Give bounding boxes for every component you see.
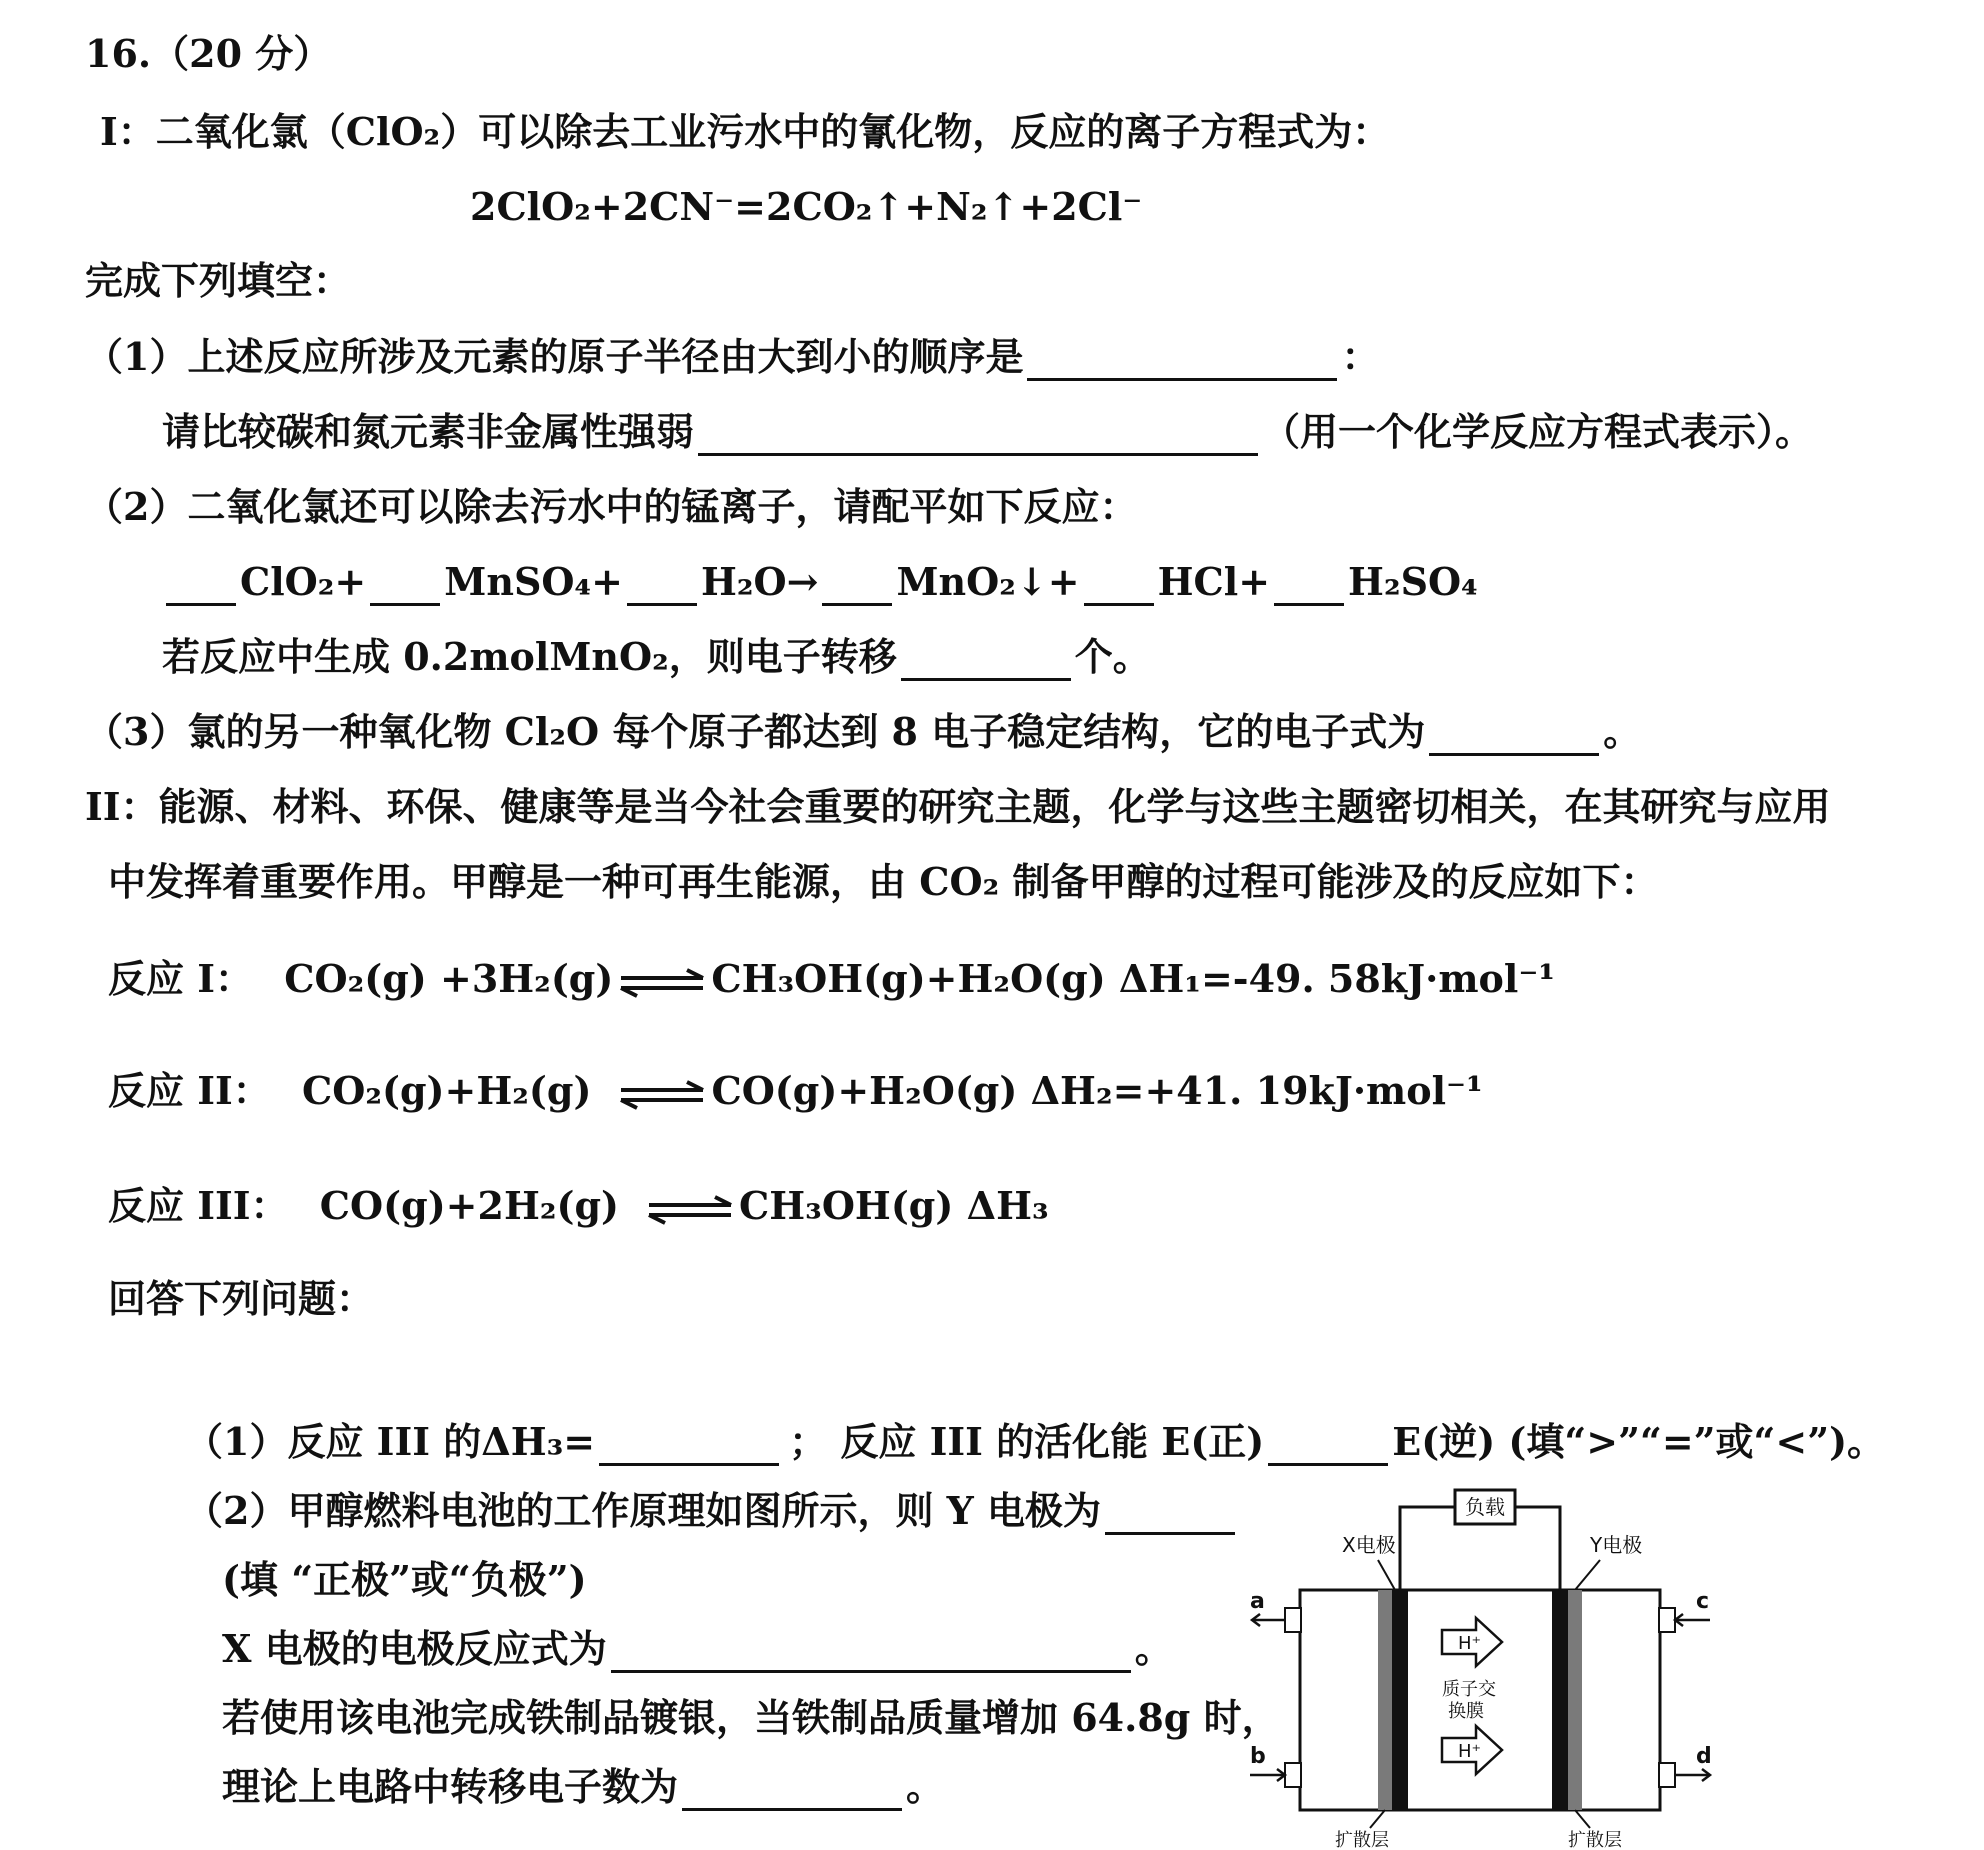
q2b-text: 若反应中生成 0.2molMnO₂，则电子转移	[162, 634, 897, 679]
fuel-cell-diagram	[1230, 1480, 1730, 1850]
q2b-post: 个。	[1074, 634, 1151, 679]
p2-q1-post: E(逆) (填“>”“=”或“<”)。	[1392, 1419, 1886, 1464]
part1-equation: 2ClO₂+2CN⁻=2CO₂↑+N₂↑+2Cl⁻	[470, 184, 1143, 229]
port-b-label: b	[1250, 1744, 1266, 1769]
y-electrode	[1552, 1590, 1568, 1810]
diffusion-left-label: 扩散层	[1335, 1830, 1389, 1850]
q1a-answer-blank[interactable]	[1027, 344, 1337, 381]
delta-h3-blank[interactable]	[599, 1429, 779, 1466]
part2-intro-line1: II：能源、材料、环保、健康等是当今社会重要的研究主题，化学与这些主题密切相关，在其研究与应用	[85, 784, 1831, 829]
coef-blank-3[interactable]	[627, 569, 697, 606]
reaction-3-label: 反应 III：	[108, 1183, 289, 1228]
term-6: H₂SO₄	[1348, 559, 1478, 604]
reaction-2-right: CO(g)+H₂O(g) ΔH₂=+41. 19kJ·mol⁻¹	[711, 1068, 1483, 1113]
p2-q2d-post: 。	[906, 1764, 945, 1809]
activation-energy-blank[interactable]	[1268, 1429, 1388, 1466]
p2-q2b-post: 。	[1134, 1626, 1173, 1671]
q3-answer-blank[interactable]	[1429, 719, 1599, 756]
question-score: （20 分）	[151, 31, 332, 76]
question-number: 16.	[85, 31, 152, 76]
term-2: MnSO₄+	[444, 559, 623, 604]
p2-q2b	[222, 1625, 1173, 1673]
wire-left	[1400, 1507, 1455, 1590]
p2-q2-text: （2）甲醇燃料电池的工作原理如图所示，则 Y 电极为	[185, 1488, 1102, 1533]
left-diffusion-layer	[1378, 1590, 1392, 1810]
q1b-text: 请比较碳和氮元素非金属性强弱	[162, 409, 695, 454]
q3-text: （3）氯的另一种氧化物 Cl₂O 每个原子都达到 8 电子稳定结构，它的电子式为	[85, 709, 1426, 754]
port-c-label: c	[1696, 1589, 1710, 1614]
p2-q2c: 若使用该电池完成铁制品镀银，当铁制品质量增加 64.8g 时，	[222, 1695, 1280, 1740]
proton-label-bottom: H⁺	[1458, 1741, 1482, 1762]
p2-q1-mid: ； 反应 III 的活化能 E(正)	[789, 1419, 1265, 1464]
coef-blank-4[interactable]	[822, 569, 892, 606]
equilibrium-arrow-icon	[617, 968, 707, 998]
port-a-label: a	[1250, 1589, 1265, 1614]
right-diffusion-layer	[1568, 1590, 1582, 1810]
diffusion-right-label: 扩散层	[1568, 1830, 1622, 1850]
port-notch-b	[1285, 1763, 1301, 1787]
reaction-2-left: CO₂(g)+H₂(g)	[302, 1068, 592, 1113]
diffusion-right-pointer	[1575, 1810, 1590, 1828]
q1b-post: （用一个化学反应方程式表示）。	[1262, 409, 1814, 454]
port-notch-c	[1659, 1608, 1675, 1632]
reaction-2-label: 反应 II：	[108, 1068, 271, 1113]
reaction-3-right: CH₃OH(g) ΔH₃	[739, 1183, 1049, 1228]
p2-q1-text: （1）反应 III 的ΔH₃=	[185, 1419, 596, 1464]
port-notch-d	[1659, 1763, 1675, 1787]
y-label-pointer	[1575, 1560, 1600, 1590]
membrane-label-2: 换膜	[1448, 1701, 1484, 1722]
term-5: HCl+	[1157, 559, 1271, 604]
reaction-1-left: CO₂(g) +3H₂(g)	[284, 956, 614, 1001]
p2-q2	[185, 1487, 1239, 1535]
p2-q1	[185, 1418, 1885, 1466]
x-electrode	[1392, 1590, 1408, 1810]
reaction-2	[108, 1067, 1483, 1115]
q1b	[162, 408, 1813, 456]
term-3: H₂O→	[700, 559, 819, 604]
port-d-label: d	[1696, 1744, 1712, 1769]
q2b	[162, 633, 1151, 681]
answer-title: 回答下列问题：	[108, 1276, 375, 1321]
q1a-text: （1）上述反应所涉及元素的原子半径由大到小的顺序是	[85, 334, 1024, 379]
q1a-post: ：	[1341, 334, 1380, 379]
p2-q2-hint: (填 “正极”或“负极”)	[222, 1557, 587, 1602]
x-label-pointer	[1378, 1560, 1395, 1590]
port-notch-a	[1285, 1608, 1301, 1632]
equilibrium-arrow-icon	[645, 1195, 735, 1225]
p2-q2d	[222, 1763, 944, 1811]
q3-post: 。	[1603, 709, 1642, 754]
reaction-1-right: CH₃OH(g)+H₂O(g) ΔH₁=-49. 58kJ·mol⁻¹	[711, 956, 1556, 1001]
q1b-answer-blank[interactable]	[698, 419, 1258, 456]
load-label: 负载	[1465, 1495, 1505, 1519]
coef-blank-6[interactable]	[1274, 569, 1344, 606]
question-header	[85, 30, 331, 78]
y-electrode-blank[interactable]	[1105, 1498, 1235, 1535]
x-electrode-reaction-blank[interactable]	[611, 1636, 1131, 1673]
q3	[85, 708, 1641, 756]
coef-blank-2[interactable]	[370, 569, 440, 606]
wire-right	[1515, 1507, 1560, 1590]
diffusion-left-pointer	[1370, 1810, 1385, 1828]
x-electrode-label: X电极	[1342, 1533, 1396, 1557]
equilibrium-arrow-icon	[617, 1080, 707, 1110]
q2-balance-equation	[162, 558, 1478, 606]
p2-q2d-text: 理论上电路中转移电子数为	[222, 1764, 679, 1809]
proton-label-top: H⁺	[1458, 1633, 1482, 1654]
q2b-answer-blank[interactable]	[901, 644, 1071, 681]
term-1: ClO₂+	[240, 559, 367, 604]
electron-count-blank[interactable]	[682, 1774, 902, 1811]
reaction-3-left: CO(g)+2H₂(g)	[319, 1183, 620, 1228]
q1a	[85, 333, 1379, 381]
reaction-3	[108, 1182, 1049, 1230]
part2-intro-line2: 中发挥着重要作用。甲醇是一种可再生能源，由 CO₂ 制备甲醇的过程可能涉及的反应如下：	[108, 859, 1659, 904]
membrane-label-1: 质子交	[1442, 1679, 1496, 1700]
reaction-1	[108, 955, 1555, 1003]
fill-title: 完成下列填空：	[85, 258, 352, 303]
part1-intro: I：二氧化氯（ClO₂）可以除去工业污水中的氰化物，反应的离子方程式为：	[100, 109, 1391, 154]
reaction-1-label: 反应 I：	[108, 956, 254, 1001]
q2-title: （2）二氧化氯还可以除去污水中的锰离子，请配平如下反应：	[85, 484, 1138, 529]
coef-blank-5[interactable]	[1084, 569, 1154, 606]
p2-q2b-text: X 电极的电极反应式为	[222, 1626, 607, 1671]
y-electrode-label: Y电极	[1590, 1533, 1643, 1557]
term-4: MnO₂↓+	[896, 559, 1080, 604]
coef-blank-1[interactable]	[166, 569, 236, 606]
